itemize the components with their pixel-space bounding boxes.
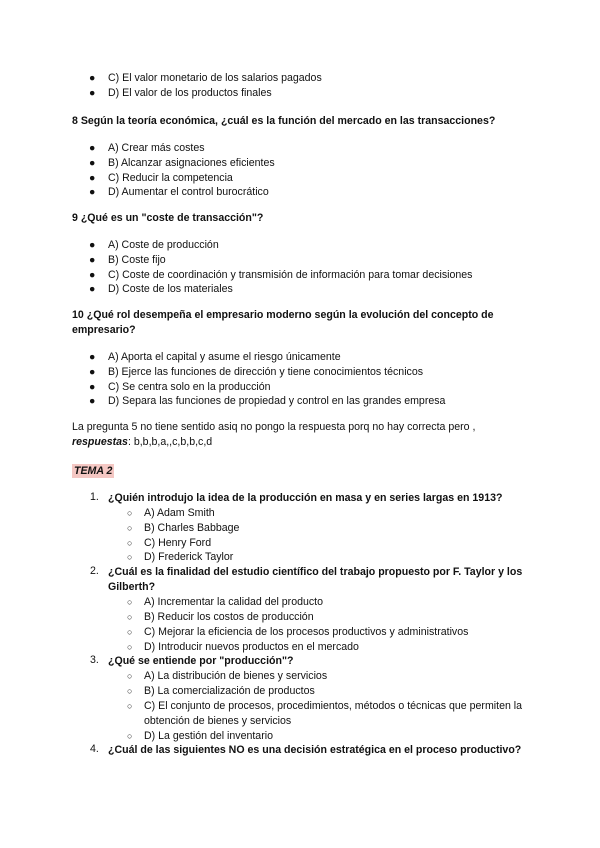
tema-questions bbox=[72, 491, 540, 758]
list-item: ○ B) Reducir los costos de producción bbox=[127, 610, 314, 623]
list-item: ● C) Coste de coordinación y transmisión de información para tomar decisiones bbox=[89, 268, 473, 281]
note-text: La pregunta 5 no tiene sentido asiq no pongo la respuesta porq no hay correcta pero , bbox=[72, 421, 476, 433]
answers-label: respuestas bbox=[72, 436, 128, 448]
list-item: ○ C) Henry Ford bbox=[127, 536, 212, 549]
question-8 bbox=[72, 114, 540, 200]
list-item: ● B) Ejerce las funciones de dirección y tiene conocimientos técnicos bbox=[89, 365, 424, 378]
list-item: ● A) Aporta el capital y asume el riesgo únicamente bbox=[89, 351, 341, 363]
question-title: ¿Quién introdujo la idea de la producción en masa y en series largas en 1913? bbox=[108, 492, 503, 504]
list-item: ○ D) Introducir nuevos productos en el mercado bbox=[127, 640, 359, 653]
question-title: 10 ¿Qué rol desempeña el empresario moderno según la evolución del concepto de empresario? bbox=[72, 309, 494, 336]
answers-list: : b,b,b,a,,c,b,b,c,d bbox=[127, 436, 213, 448]
list-item: ○ D) La gestión del inventario bbox=[127, 729, 273, 742]
numbered-question: 2. ¿Cuál es la finalidad del estudio científico del trabajo propuesto por F. Taylor y los Gilberth? ○ A) Incrementar la calidad del producto ○ B) Reducir los costos de producción ○ C) Mejorar la eficiencia de los procesos productivos y administrativos ○ D) Introducir nuevos productos en el mercado bbox=[72, 565, 540, 654]
list-item: ○ B) Charles Babbage bbox=[127, 521, 240, 534]
list-item: ○ A) La distribución de bienes y servicios bbox=[127, 670, 328, 683]
list-item: ● A) Coste de producción bbox=[89, 239, 219, 251]
list-item: ● C) Reducir la competencia bbox=[89, 171, 233, 184]
question-title: 9 ¿Qué es un "coste de transacción"? bbox=[72, 212, 264, 224]
list-item: ○ D) Frederick Taylor bbox=[127, 551, 234, 564]
list-item: ● C) Se centra solo en la producción bbox=[89, 380, 271, 393]
question-10 bbox=[72, 308, 540, 409]
list-item: ● D) Aumentar el control burocrático bbox=[89, 186, 269, 199]
question-9 bbox=[72, 211, 540, 297]
list-item: ● D) Coste de los materiales bbox=[89, 283, 233, 296]
list-item: ● D) Separa las funciones de propiedad y control en las grandes empresa bbox=[89, 395, 446, 408]
prev-question-options bbox=[72, 71, 540, 101]
list-item: ○ A) Incrementar la calidad del producto bbox=[127, 596, 324, 609]
list-item: ○ C) Mejorar la eficiencia de los procesos productivos y administrativos bbox=[127, 625, 469, 638]
section-heading bbox=[72, 464, 540, 478]
question-title: ¿Qué se entiende por "producción"? bbox=[108, 655, 294, 668]
list-item: ○ C) El conjunto de procesos, procedimientos, métodos o técnicas que permiten la obtención de bienes y servicios bbox=[127, 699, 523, 727]
question-title: ¿Cuál de las siguientes NO es una decisión estratégica en el proceso productivo? bbox=[108, 744, 522, 757]
numbered-question: 1. ¿Quién introdujo la idea de la producción en masa y en series largas en 1913? ○ A) Adam Smith ○ B) Charles Babbage ○ C) Henry Ford ○ D) Frederick Taylor bbox=[72, 491, 540, 565]
tema-title: TEMA 2 bbox=[74, 465, 113, 477]
list-item: ● A) Crear más costes bbox=[89, 142, 205, 154]
numbered-question: 4. ¿Cuál de las siguientes NO es una decisión estratégica en el proceso productivo? bbox=[72, 743, 540, 758]
list-item: ● D) El valor de los productos finales bbox=[89, 86, 272, 99]
list-item: ○ A) Adam Smith bbox=[127, 507, 215, 519]
answers-note bbox=[72, 420, 540, 450]
question-title: ¿Cuál es la finalidad del estudio científico del trabajo propuesto por F. Taylor y los Gilberth? bbox=[108, 566, 523, 594]
list-item: ● B) Coste fijo bbox=[89, 253, 166, 266]
list-item: ● B) Alcanzar asignaciones eficientes bbox=[89, 156, 275, 169]
numbered-question: 3. ¿Qué se entiende por "producción"? ○ A) La distribución de bienes y servicios ○ B) La comercialización de productos ○ C) El conjunto de procesos, procedimientos, métodos o técnicas que permiten la obtención de bienes y servicios ○ D) La gestión del inventario bbox=[72, 654, 540, 743]
list-item: ○ B) La comercialización de productos bbox=[127, 685, 315, 698]
list-item: ● C) El valor monetario de los salarios pagados bbox=[89, 72, 322, 84]
question-title: 8 Según la teoría económica, ¿cuál es la función del mercado en las transacciones? bbox=[72, 115, 496, 127]
